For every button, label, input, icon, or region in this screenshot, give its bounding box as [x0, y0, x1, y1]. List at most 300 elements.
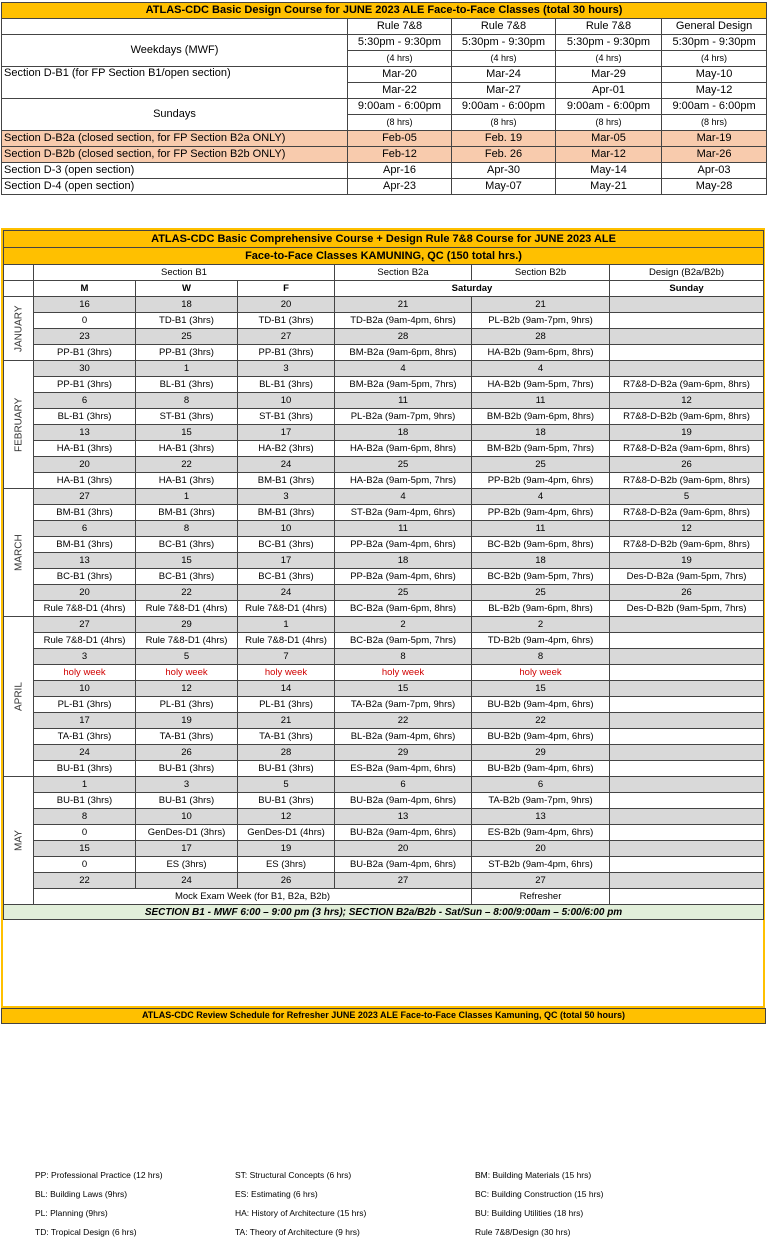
design-header: Design (B2a/B2b) [610, 265, 764, 281]
date-cell: 25 [335, 585, 472, 601]
class-cell: BU-B2a (9am-4pm, 6hrs) [335, 793, 472, 809]
date-cell: Mar-26 [662, 147, 767, 163]
date-cell: 19 [610, 425, 764, 441]
class-row [4, 665, 764, 681]
class-cell: PL-B1 (3hrs) [34, 697, 136, 713]
date-row [4, 841, 764, 857]
date-cell: 4 [335, 489, 472, 505]
class-cell: BM-B2a (9am-5pm, 7hrs) [335, 377, 472, 393]
wednesday-header: W [136, 281, 238, 297]
sunday-time: 9:00am - 6:00pm [556, 99, 662, 115]
class-cell: ST-B1 (3hrs) [136, 409, 238, 425]
class-row [4, 825, 764, 841]
class-cell: ES (3hrs) [238, 857, 335, 873]
legend-item: BM: Building Materials (15 hrs) [475, 1170, 592, 1180]
date-cell: 13 [34, 425, 136, 441]
date-cell: 30 [34, 361, 136, 377]
section-d-3-label: Section D-3 (open section) [2, 163, 348, 179]
date-cell: 13 [34, 553, 136, 569]
class-cell: BU-B1 (3hrs) [34, 793, 136, 809]
date-cell: 17 [238, 553, 335, 569]
class-cell: R7&8-D-B2b (9am-6pm, 8hrs) [610, 473, 764, 489]
class-cell: Rule 7&8-D1 (4hrs) [136, 633, 238, 649]
sunday-header: Sunday [610, 281, 764, 297]
class-cell: HA-B2a (9am-6pm, 8hrs) [335, 441, 472, 457]
class-cell: PP-B1 (3hrs) [136, 345, 238, 361]
date-cell: 21 [335, 297, 472, 313]
class-cell: BU-B1 (3hrs) [136, 761, 238, 777]
class-cell: TA-B2b (9am-7pm, 9hrs) [472, 793, 610, 809]
class-cell: BL-B2b (9am-6pm, 8hrs) [472, 601, 610, 617]
date-cell: 1 [34, 777, 136, 793]
class-cell: ES-B2a (9am-4pm, 6hrs) [335, 761, 472, 777]
date-cell: Apr-01 [556, 83, 662, 99]
class-cell: BU-B1 (3hrs) [238, 761, 335, 777]
class-cell: TA-B2a (9am-7pm, 9hrs) [335, 697, 472, 713]
sunday-hrs: (8 hrs) [452, 115, 556, 131]
class-cell: ES (3hrs) [136, 857, 238, 873]
class-cell [610, 665, 764, 681]
date-cell: 24 [136, 873, 238, 889]
date-row [4, 585, 764, 601]
date-cell: 27 [34, 489, 136, 505]
date-cell: 26 [610, 457, 764, 473]
class-cell: R7&8-D-B2a (9am-6pm, 8hrs) [610, 441, 764, 457]
date-cell: 20 [238, 297, 335, 313]
date-cell: Feb-12 [348, 147, 452, 163]
date-cell: 20 [34, 585, 136, 601]
date-cell: Apr-16 [348, 163, 452, 179]
date-cell: 29 [335, 745, 472, 761]
date-cell: 10 [238, 393, 335, 409]
class-cell: PP-B2a (9am-4pm, 6hrs) [335, 537, 472, 553]
section-d-b2a-label: Section D-B2a (closed section, for FP Section B2a ONLY) [2, 131, 348, 147]
date-cell: 26 [238, 873, 335, 889]
date-cell: Mar-19 [662, 131, 767, 147]
date-cell: Feb-05 [348, 131, 452, 147]
class-cell: Rule 7&8-D1 (4hrs) [34, 633, 136, 649]
date-cell: 4 [335, 361, 472, 377]
date-cell: 23 [34, 329, 136, 345]
holy-week-cell: holy week [238, 665, 335, 681]
sunday-time: 9:00am - 6:00pm [452, 99, 556, 115]
class-cell [610, 889, 764, 905]
weekday-hrs: (4 hrs) [348, 51, 452, 67]
legend-item: HA: History of Architecture (15 hrs) [235, 1208, 367, 1218]
weekday-hrs: (4 hrs) [452, 51, 556, 67]
class-cell: HA-B2a (9am-5pm, 7hrs) [335, 473, 472, 489]
date-cell: 6 [335, 777, 472, 793]
date-cell: 3 [136, 777, 238, 793]
sunday-hrs: (8 hrs) [662, 115, 767, 131]
date-cell: 25 [335, 457, 472, 473]
date-cell: Mar-29 [556, 67, 662, 83]
date-cell [610, 617, 764, 633]
class-cell: BU-B2a (9am-4pm, 6hrs) [335, 857, 472, 873]
class-cell: TD-B1 (3hrs) [136, 313, 238, 329]
class-cell: BC-B2a (9am-5pm, 7hrs) [335, 633, 472, 649]
legend-item: PL: Planning (9hrs) [35, 1208, 108, 1218]
weekdays-label: Weekdays (MWF) [2, 35, 348, 67]
class-cell: BU-B1 (3hrs) [238, 793, 335, 809]
class-cell: ST-B2b (9am-4pm, 6hrs) [472, 857, 610, 873]
class-cell [610, 313, 764, 329]
date-cell: 18 [335, 425, 472, 441]
date-cell: 21 [238, 713, 335, 729]
date-cell [610, 649, 764, 665]
legend-item: BC: Building Construction (15 hrs) [475, 1189, 604, 1199]
date-cell: 5 [136, 649, 238, 665]
class-cell: BU-B2b (9am-4pm, 6hrs) [472, 761, 610, 777]
date-cell: 6 [472, 777, 610, 793]
class-cell: BM-B1 (3hrs) [34, 505, 136, 521]
class-cell: BU-B2a (9am-4pm, 6hrs) [335, 825, 472, 841]
class-cell: 0 [34, 825, 136, 841]
month-label: JANUARY [4, 297, 34, 361]
date-cell [610, 713, 764, 729]
date-cell: May-10 [662, 67, 767, 83]
date-cell: 14 [238, 681, 335, 697]
class-cell: Des-D-B2b (9am-5pm, 7hrs) [610, 601, 764, 617]
date-cell: Mar-27 [452, 83, 556, 99]
date-cell: 18 [472, 553, 610, 569]
class-cell: HA-B2b (9am-6pm, 8hrs) [472, 345, 610, 361]
date-row [4, 425, 764, 441]
date-cell: 2 [472, 617, 610, 633]
date-cell: May-28 [662, 179, 767, 195]
class-row [4, 761, 764, 777]
class-cell [610, 633, 764, 649]
table2-title-line1: ATLAS-CDC Basic Comprehensive Course + Design Rule 7&8 Course for JUNE 2023 ALE [4, 231, 764, 248]
date-cell: 20 [335, 841, 472, 857]
date-cell: 11 [472, 521, 610, 537]
class-cell: Rule 7&8-D1 (4hrs) [238, 633, 335, 649]
class-cell: BC-B1 (3hrs) [34, 569, 136, 585]
class-cell: BC-B1 (3hrs) [136, 537, 238, 553]
saturday-header: Saturday [335, 281, 610, 297]
class-cell: BU-B1 (3hrs) [136, 793, 238, 809]
class-cell: BM-B2b (9am-6pm, 8hrs) [472, 409, 610, 425]
class-cell: TA-B1 (3hrs) [238, 729, 335, 745]
section-b2b-header: Section B2b [472, 265, 610, 281]
month-label: MARCH [4, 489, 34, 617]
date-cell: Apr-30 [452, 163, 556, 179]
date-cell: May-07 [452, 179, 556, 195]
date-cell [610, 681, 764, 697]
class-cell: Des-D-B2a (9am-5pm, 7hrs) [610, 569, 764, 585]
date-cell: 3 [34, 649, 136, 665]
date-cell: 4 [472, 489, 610, 505]
weekday-time: 5:30pm - 9:30pm [556, 35, 662, 51]
date-cell: Apr-03 [662, 163, 767, 179]
class-row [4, 409, 764, 425]
class-row [4, 633, 764, 649]
date-cell: 17 [238, 425, 335, 441]
class-cell: PP-B2b (9am-4pm, 6hrs) [472, 473, 610, 489]
legend-item: TA: Theory of Architecture (9 hrs) [235, 1227, 360, 1237]
sundays-label: Sundays [2, 99, 348, 131]
date-row [4, 393, 764, 409]
legend-item: ST: Structural Concepts (6 hrs) [235, 1170, 352, 1180]
date-cell [610, 329, 764, 345]
class-cell: HA-B1 (3hrs) [136, 473, 238, 489]
sunday-time: 9:00am - 6:00pm [662, 99, 767, 115]
legend-item: BL: Building Laws (9hrs) [35, 1189, 128, 1199]
header-col-2: Rule 7&8 [452, 19, 556, 35]
date-cell: 16 [34, 297, 136, 313]
date-cell: 11 [335, 393, 472, 409]
date-cell: 10 [238, 521, 335, 537]
date-row [4, 521, 764, 537]
month-label: FEBRUARY [4, 361, 34, 489]
class-cell: BM-B2b (9am-5pm, 7hrs) [472, 441, 610, 457]
date-cell: 4 [472, 361, 610, 377]
header-col-4: General Design [662, 19, 767, 35]
date-row [4, 489, 764, 505]
legend-item: ES: Estimating (6 hrs) [235, 1189, 318, 1199]
date-row [4, 777, 764, 793]
class-row [4, 441, 764, 457]
date-row [4, 713, 764, 729]
class-cell: PL-B1 (3hrs) [238, 697, 335, 713]
class-row [4, 857, 764, 873]
date-cell: 24 [238, 457, 335, 473]
date-cell: 17 [34, 713, 136, 729]
date-row [4, 297, 764, 313]
class-cell: BC-B1 (3hrs) [136, 569, 238, 585]
date-cell: 29 [136, 617, 238, 633]
date-cell: 21 [472, 297, 610, 313]
mock-exam-week: Mock Exam Week (for B1, B2a, B2b) [34, 889, 472, 905]
date-cell: 17 [136, 841, 238, 857]
comprehensive-course-table [3, 230, 764, 920]
date-cell: 28 [238, 745, 335, 761]
class-cell: BU-B2b (9am-4pm, 6hrs) [472, 697, 610, 713]
date-cell [610, 777, 764, 793]
date-cell: 10 [136, 809, 238, 825]
date-cell: 19 [136, 713, 238, 729]
header-col-3: Rule 7&8 [556, 19, 662, 35]
date-cell: 7 [238, 649, 335, 665]
class-cell: 0 [34, 313, 136, 329]
class-cell: PP-B2b (9am-4pm, 6hrs) [472, 505, 610, 521]
date-cell: 20 [472, 841, 610, 857]
class-cell: TD-B2a (9am-4pm, 6hrs) [335, 313, 472, 329]
date-cell: 27 [34, 617, 136, 633]
basic-design-course-table [1, 2, 767, 195]
date-cell: 24 [34, 745, 136, 761]
date-cell [610, 297, 764, 313]
table1-title: ATLAS-CDC Basic Design Course for JUNE 2023 ALE Face-to-Face Classes (total 30 hours) [2, 3, 767, 19]
class-cell: ST-B1 (3hrs) [238, 409, 335, 425]
date-cell: 15 [472, 681, 610, 697]
weekday-time: 5:30pm - 9:30pm [348, 35, 452, 51]
class-cell: PP-B1 (3hrs) [238, 345, 335, 361]
class-cell: BM-B1 (3hrs) [238, 473, 335, 489]
date-cell: 8 [472, 649, 610, 665]
date-cell [610, 841, 764, 857]
class-cell: GenDes-D1 (3hrs) [136, 825, 238, 841]
date-cell: 25 [472, 457, 610, 473]
sunday-hrs: (8 hrs) [556, 115, 662, 131]
section-b2a-header: Section B2a [335, 265, 472, 281]
class-row [4, 729, 764, 745]
class-cell: Rule 7&8-D1 (4hrs) [136, 601, 238, 617]
date-cell: 1 [136, 361, 238, 377]
class-row [4, 793, 764, 809]
date-row [4, 809, 764, 825]
class-cell: TA-B1 (3hrs) [34, 729, 136, 745]
class-row [4, 473, 764, 489]
class-cell: PL-B2b (9am-7pm, 9hrs) [472, 313, 610, 329]
weekday-time: 5:30pm - 9:30pm [662, 35, 767, 51]
holy-week-cell: holy week [472, 665, 610, 681]
date-row [4, 649, 764, 665]
section-d-b2b-label: Section D-B2b (closed section, for FP Section B2b ONLY) [2, 147, 348, 163]
class-cell: BU-B2b (9am-4pm, 6hrs) [472, 729, 610, 745]
date-cell: 15 [136, 553, 238, 569]
date-cell: 15 [335, 681, 472, 697]
header-col-1: Rule 7&8 [348, 19, 452, 35]
class-cell: PP-B1 (3hrs) [34, 377, 136, 393]
date-cell: 27 [238, 329, 335, 345]
date-row [4, 329, 764, 345]
sunday-time: 9:00am - 6:00pm [348, 99, 452, 115]
date-cell: 20 [34, 457, 136, 473]
date-cell: 22 [136, 457, 238, 473]
date-cell: 22 [136, 585, 238, 601]
schedule-footer-note: SECTION B1 - MWF 6:00 – 9:00 pm (3 hrs); SECTION B2a/B2b - Sat/Sun – 8:00/9:00am – 5:00/6:00 pm [4, 905, 764, 920]
date-row [4, 681, 764, 697]
date-cell: Apr-23 [348, 179, 452, 195]
date-cell: 6 [34, 393, 136, 409]
class-cell: PP-B2a (9am-4pm, 6hrs) [335, 569, 472, 585]
class-row [4, 889, 764, 905]
date-cell: 3 [238, 361, 335, 377]
date-cell: 19 [610, 553, 764, 569]
section-d-4-label: Section D-4 (open section) [2, 179, 348, 195]
class-cell: TD-B1 (3hrs) [238, 313, 335, 329]
class-cell: BL-B1 (3hrs) [34, 409, 136, 425]
class-cell: BC-B2b (9am-6pm, 8hrs) [472, 537, 610, 553]
date-cell [610, 809, 764, 825]
class-row [4, 697, 764, 713]
table2-title-line2: Face-to-Face Classes KAMUNING, QC (150 total hrs.) [4, 248, 764, 265]
class-cell: HA-B1 (3hrs) [34, 473, 136, 489]
class-cell: BL-B2a (9am-4pm, 6hrs) [335, 729, 472, 745]
date-cell: May-14 [556, 163, 662, 179]
class-cell: BU-B1 (3hrs) [34, 761, 136, 777]
class-cell: BC-B1 (3hrs) [238, 569, 335, 585]
date-cell: Mar-22 [348, 83, 452, 99]
weekday-hrs: (4 hrs) [662, 51, 767, 67]
date-cell: 22 [34, 873, 136, 889]
date-cell: 5 [238, 777, 335, 793]
class-cell: BL-B1 (3hrs) [238, 377, 335, 393]
class-cell: BM-B1 (3hrs) [136, 505, 238, 521]
date-cell: 18 [335, 553, 472, 569]
class-cell: GenDes-D1 (4hrs) [238, 825, 335, 841]
date-cell: 3 [238, 489, 335, 505]
class-cell [610, 729, 764, 745]
date-row [4, 457, 764, 473]
legend-column [235, 1166, 366, 1242]
holy-week-cell: holy week [34, 665, 136, 681]
class-cell: BM-B1 (3hrs) [238, 505, 335, 521]
date-cell: 8 [136, 521, 238, 537]
weekday-time: 5:30pm - 9:30pm [452, 35, 556, 51]
legend-item: BU: Building Utilities (18 hrs) [475, 1208, 584, 1218]
date-cell: 8 [136, 393, 238, 409]
class-cell: TD-B2b (9am-4pm, 6hrs) [472, 633, 610, 649]
class-row [4, 569, 764, 585]
class-cell: BM-B2a (9am-6pm, 8hrs) [335, 345, 472, 361]
class-cell [610, 697, 764, 713]
date-cell: 15 [136, 425, 238, 441]
class-cell: HA-B1 (3hrs) [136, 441, 238, 457]
class-row [4, 537, 764, 553]
date-cell: Feb. 26 [452, 147, 556, 163]
date-cell: 5 [610, 489, 764, 505]
date-row [4, 873, 764, 889]
date-cell: Mar-20 [348, 67, 452, 83]
class-cell [610, 793, 764, 809]
date-cell: 19 [238, 841, 335, 857]
date-cell: 11 [472, 393, 610, 409]
legend-item: PP: Professional Practice (12 hrs) [35, 1170, 163, 1180]
date-cell: 6 [34, 521, 136, 537]
date-cell: 8 [335, 649, 472, 665]
class-row [4, 377, 764, 393]
date-cell: 1 [238, 617, 335, 633]
date-cell: 29 [472, 745, 610, 761]
class-cell [610, 857, 764, 873]
date-cell: 15 [34, 841, 136, 857]
class-cell: Rule 7&8-D1 (4hrs) [34, 601, 136, 617]
date-cell: 28 [335, 329, 472, 345]
date-row [4, 745, 764, 761]
class-cell: R7&8-D-B2a (9am-6pm, 8hrs) [610, 377, 764, 393]
class-cell: PP-B1 (3hrs) [34, 345, 136, 361]
date-cell: Mar-12 [556, 147, 662, 163]
date-row [4, 361, 764, 377]
date-cell: 27 [335, 873, 472, 889]
date-cell: 8 [34, 809, 136, 825]
date-row [4, 617, 764, 633]
class-cell: R7&8-D-B2b (9am-6pm, 8hrs) [610, 537, 764, 553]
date-cell: 1 [136, 489, 238, 505]
date-cell [610, 873, 764, 889]
friday-header: F [238, 281, 335, 297]
class-cell: TA-B1 (3hrs) [136, 729, 238, 745]
date-cell: 13 [472, 809, 610, 825]
date-cell: 26 [610, 585, 764, 601]
date-cell: 24 [238, 585, 335, 601]
date-cell: 27 [472, 873, 610, 889]
date-cell: 13 [335, 809, 472, 825]
date-cell: Mar-24 [452, 67, 556, 83]
date-cell: 18 [472, 425, 610, 441]
class-cell: BL-B1 (3hrs) [136, 377, 238, 393]
date-row [4, 553, 764, 569]
legend-item: TD: Tropical Design (6 hrs) [35, 1227, 137, 1237]
class-cell: PL-B1 (3hrs) [136, 697, 238, 713]
class-row [4, 345, 764, 361]
class-cell: BC-B2b (9am-5pm, 7hrs) [472, 569, 610, 585]
schedule-body [4, 297, 764, 905]
refresher-cell: Refresher [472, 889, 610, 905]
legend-column [475, 1166, 604, 1242]
